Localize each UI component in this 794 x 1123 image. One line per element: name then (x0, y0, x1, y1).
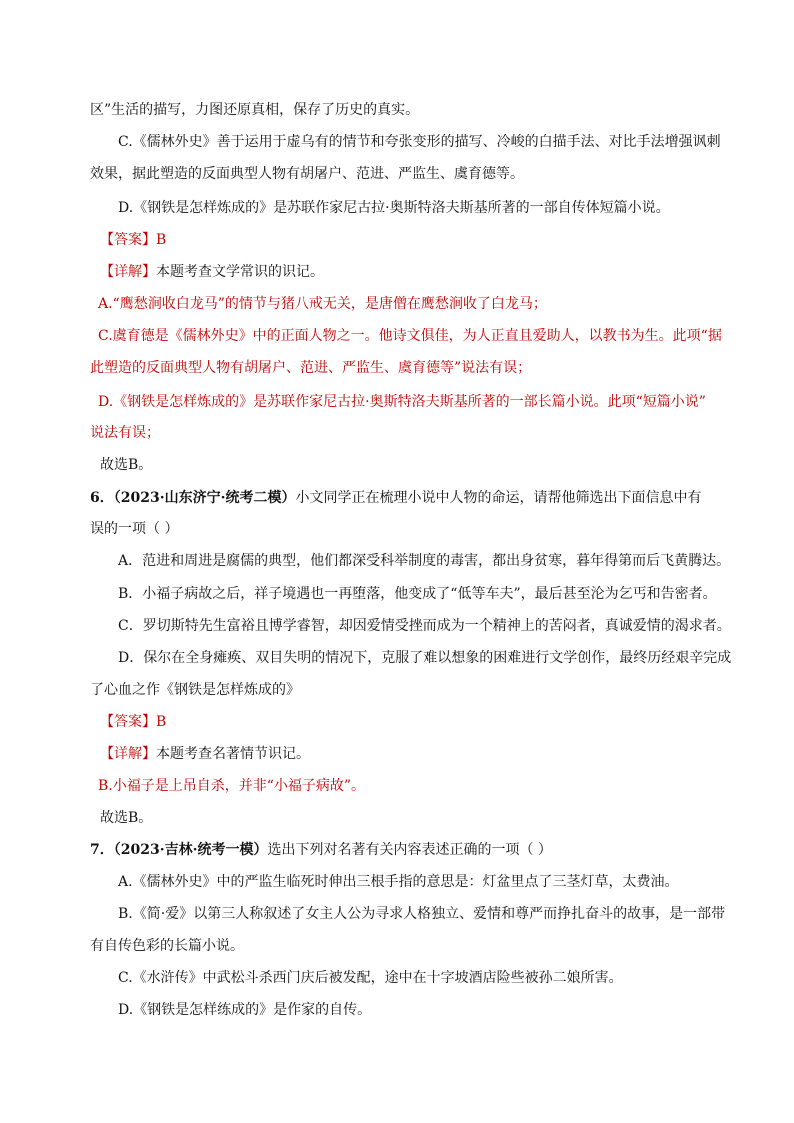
text-line-rest: 本题考查名著情节识记。 (156, 746, 310, 762)
text-line: A．范进和周进是腐儒的典型，他们都深受科举制度的毒害，都出身贫寒，暮年得第而后飞黄腾达。 (118, 553, 731, 569)
text-line (90, 489, 701, 507)
text-line: 【答案】B (100, 232, 167, 248)
text-line: C．罗切斯特先生富裕且博学睿智，却因爱情受挫而成为一个精神上的苦闷者，真诚爱情的渴求者。 (118, 618, 731, 634)
text-line: 故选B。 (100, 810, 153, 826)
text-line-lead: 7．（2023·吉林·统考一模） (90, 842, 268, 858)
text-line: A.《儒林外史》中的严监生临死时伸出三根手指的意思是：灯盆里点了三茎灯草，太费油。 (118, 874, 679, 890)
text-line: 【答案】B (100, 714, 167, 730)
text-line: A.“鹰愁涧收白龙马”的情节与猪八戒无关，是唐僧在鹰愁涧收了白龙马； (98, 296, 547, 312)
text-line: 效果，据此塑造的反面典型人物有胡屠户、范进、严监生、虞育德等。 (90, 166, 524, 182)
text-line: C.虞育德是《儒林外史》中的正面人物之一。他诗文俱佳，为人正直且爱助人，以教书为生。此项“据 (98, 328, 722, 344)
text-line: 了心血之作《钢铁是怎样炼成的》 (90, 682, 300, 698)
text-line: D.《钢铁是怎样炼成的》是苏联作家尼古拉·奥斯特洛夫斯基所著的一部长篇小说。此项“短篇小说” (98, 394, 706, 410)
text-line (100, 263, 324, 281)
text-line (90, 841, 552, 859)
text-line: C.《儒林外史》善于运用于虚乌有的情节和夸张变形的描写、冷峻的白描手法、对比手法增强讽刺 (118, 134, 721, 150)
text-line: 此塑造的反面典型人物有胡屠户、范进、严监生、虞育德等”说法有误； (90, 360, 532, 376)
text-line: C.《水浒传》中武松斗杀西门庆后被发配，途中在十字坡酒店险些被孙二娘所害。 (118, 970, 623, 986)
text-line-rest: 本题考查文学常识的识记。 (156, 264, 324, 280)
text-line-lead: 【详解】 (100, 264, 156, 280)
text-line: B.《简·爱》以第三人称叙述了女主人公为寻求人格独立、爱情和尊严而挣扎奋斗的故事，是一部带 (118, 906, 726, 922)
text-line: D.《钢铁是怎样炼成的》是苏联作家尼古拉·奥斯特洛夫斯基所著的一部自传体短篇小说。 (118, 200, 670, 216)
text-line-lead: 【详解】 (100, 746, 156, 762)
text-line: 区”生活的描写，力图还原真相，保存了历史的真实。 (90, 102, 420, 118)
text-line-lead: 6．（2023·山东济宁·统考二模） (90, 490, 296, 506)
text-line-rest: 选出下列对名著有关内容表述正确的一项（ ） (267, 842, 552, 858)
text-line: 有自传色彩的长篇小说。 (90, 938, 244, 954)
text-line-rest: 小文同学正在梳理小说中人物的命运，请帮他筛选出下面信息中有 (295, 490, 702, 506)
text-line: B．小福子病故之后，祥子境遇也一再堕落，他变成了“低等车夫”，最后甚至沦为乞丐和告密者。 (118, 586, 717, 602)
text-line: 说法有误； (90, 425, 160, 441)
text-line: D.《钢铁是怎样练成的》是作家的自传。 (118, 1002, 372, 1018)
text-line: B.小福子是上吊自杀，并非“小福子病故”。 (98, 778, 366, 794)
text-line (100, 745, 310, 763)
text-line: 故选B。 (100, 457, 153, 473)
text-line: D．保尔在全身瘫痪、双目失明的情况下，克服了难以想象的困难进行文学创作，最终历经艰辛完成 (118, 650, 732, 666)
text-line: 误的一项（ ） (90, 521, 179, 537)
